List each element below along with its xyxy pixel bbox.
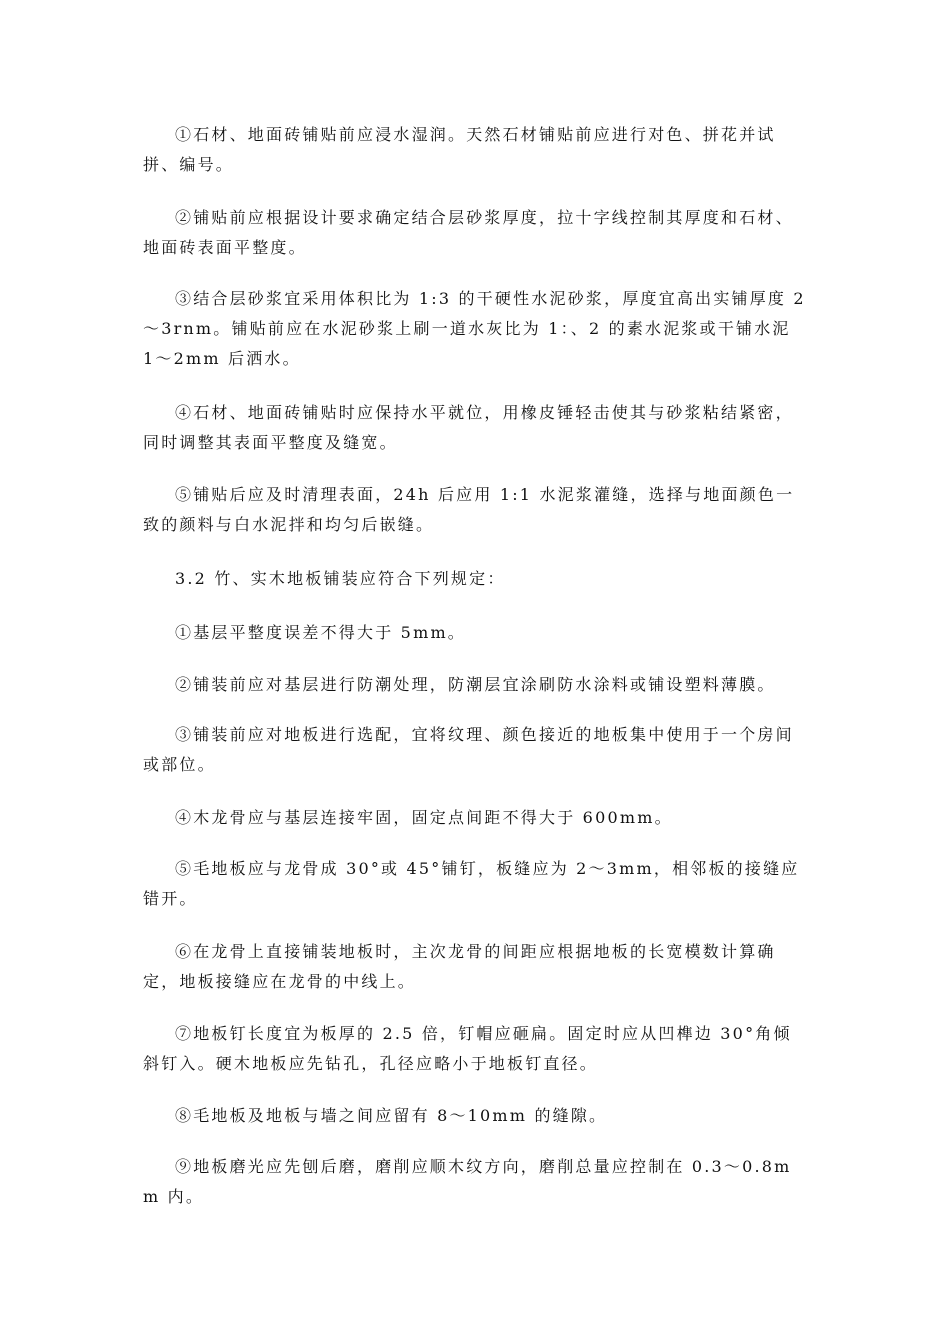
- paragraph-board-selection: ③铺装前应对地板进行选配，宜将纹理、颜色接近的地板集中使用于一个房间或部位。: [143, 725, 794, 774]
- paragraph-joist-spacing: ⑥在龙骨上直接铺装地板时，主次龙骨的间距应根据地板的长宽模数计算确定，地板接缝应在龙骨的中线上。: [143, 942, 776, 991]
- paragraph-subfloor-angle: ⑤毛地板应与龙骨成 30°或 45°铺钉，板缝应为 2～3mm，相邻板的接缝应错开。: [143, 859, 800, 908]
- paragraph-sanding: ⑨地板磨光应先刨后磨，磨削应顺木纹方向，磨削总量应控制在 0.3～0.8mm 内。: [143, 1157, 792, 1206]
- paragraph-base-flatness: ①基层平整度误差不得大于 5mm。: [175, 623, 467, 642]
- paragraph-nail-length: ⑦地板钉长度宜为板厚的 2.5 倍，钉帽应砸扁。固定时应从凹榫边 30°角倾斜钉入。硬木地板应先钻孔，孔径应略小于地板钉直径。: [143, 1024, 792, 1073]
- paragraph-stone-soak: ①石材、地面砖铺贴前应浸水湿润。天然石材铺贴前应进行对色、拼花并试拼、编号。: [143, 125, 776, 174]
- paragraph-moisture-proof: ②铺装前应对基层进行防潮处理，防潮层宜涂刷防水涂料或铺设塑料薄膜。: [175, 675, 776, 694]
- paragraph-wall-gap: ⑧毛地板及地板与墙之间应留有 8～10mm 的缝隙。: [175, 1106, 608, 1125]
- paragraph-level-laying: ④石材、地面砖铺贴时应保持水平就位，用橡皮锤轻击使其与砂浆粘结紧密，同时调整其表面平整度及缝宽。: [143, 403, 794, 452]
- paragraph-mortar-mix: ③结合层砂浆宜采用体积比为 1:3 的干硬性水泥砂浆，厚度宜高出实铺厚度 2～3rnm。铺贴前应在水泥砂浆上刷一道水灰比为 1：、2 的素水泥浆或干铺水泥 1～2mm 后洒水。: [143, 289, 806, 368]
- paragraph-grouting: ⑤铺贴后应及时清理表面，24h 后应用 1:1 水泥浆灌缝，选择与地面颜色一致的颜料与白水泥拌和均匀后嵌缝。: [143, 485, 795, 534]
- paragraph-mortar-thickness: ②铺贴前应根据设计要求确定结合层砂浆厚度，拉十字线控制其厚度和石材、地面砖表面平整度。: [143, 208, 794, 257]
- section-heading-3-2: 3.2 竹、实木地板铺装应符合下列规定：: [175, 569, 506, 588]
- paragraph-joist-fixing: ④木龙骨应与基层连接牢固，固定点间距不得大于 600mm。: [175, 808, 673, 827]
